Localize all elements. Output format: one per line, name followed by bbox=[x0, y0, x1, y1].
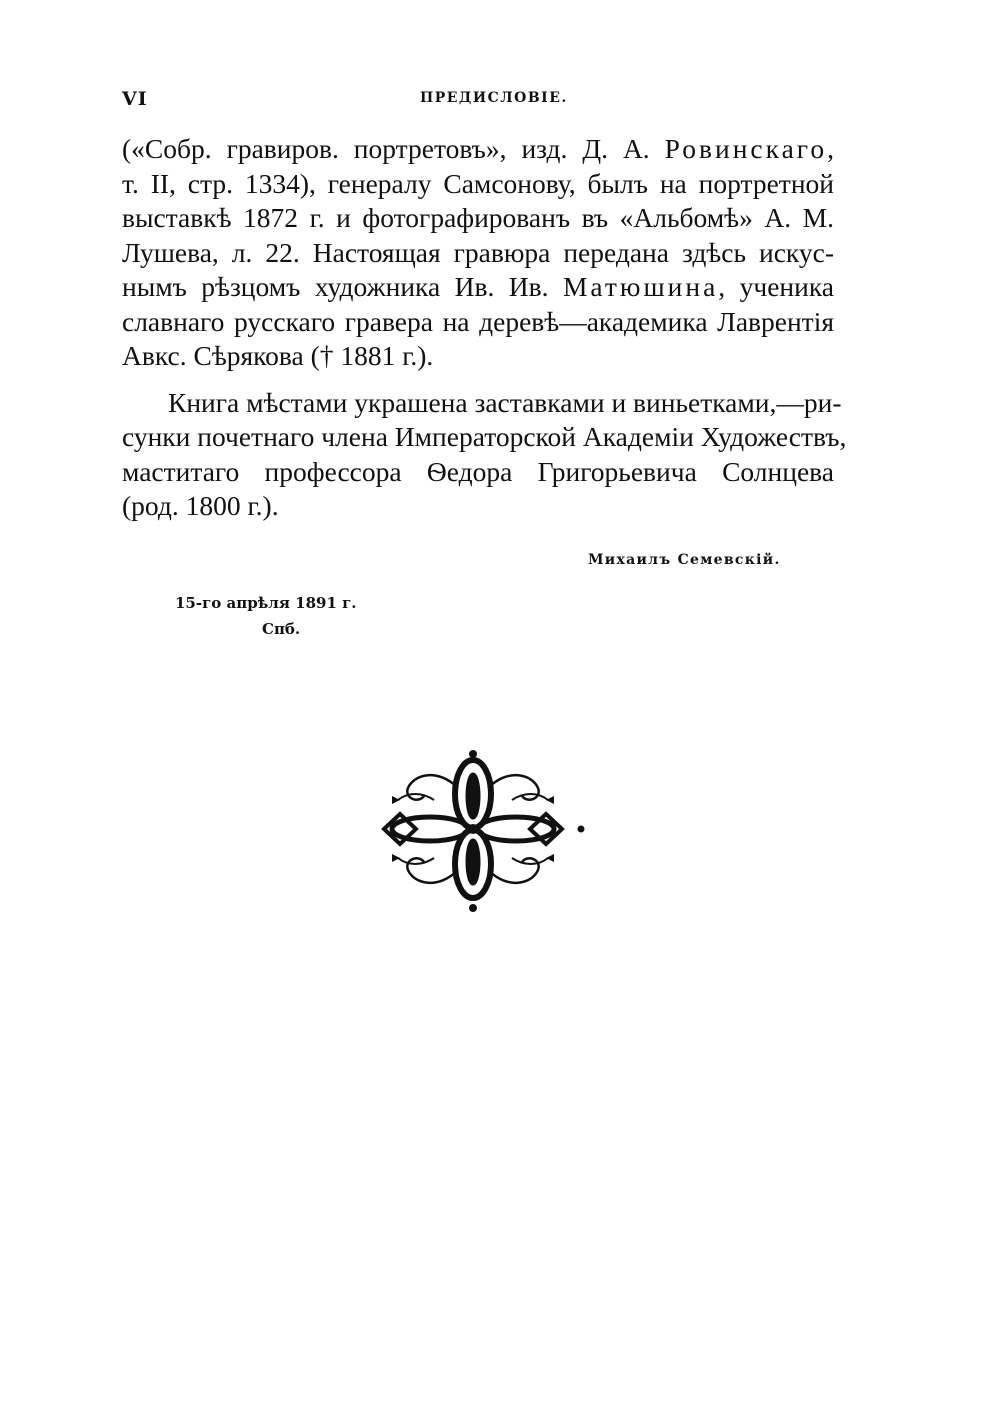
spaced-name-matyushin: Матюшина bbox=[562, 271, 719, 302]
paragraph-1-line-4: Лушева, л. 22. Настоящая гравюра передана здѣсь искус- bbox=[122, 236, 834, 268]
paragraph-2-line-1: Книга мѣстами украшена заставками и виньетками,—ри- bbox=[168, 386, 842, 418]
paragraph-2-line-4: (род. 1800 г.). bbox=[122, 490, 279, 521]
paragraph-1-line-3: выставкѣ 1872 г. и фотографированъ въ «Альбомѣ» А. М. bbox=[122, 202, 834, 233]
floral-vignette-icon bbox=[378, 748, 588, 916]
paragraph-1-line-6: славнаго русскаго гравера на деревѣ—академика Лаврентія bbox=[122, 305, 834, 337]
place-line: Спб. bbox=[262, 620, 301, 638]
paragraph-1-line-1: («Собр. гравиров. портретовъ», изд. Д. А. Ровинскаго, bbox=[122, 133, 834, 164]
page-header bbox=[0, 88, 1000, 118]
paragraph-1-line-7: Авкс. Сѣрякова († 1881 г.). bbox=[122, 340, 434, 371]
running-head: ПРЕДИСЛОВІЕ. bbox=[420, 90, 568, 106]
paragraph-2-line-3: маститаго профессора Ѳедора Григорьевича Солнцева bbox=[122, 455, 834, 487]
author-signature: Михаилъ Семевскій. bbox=[588, 552, 781, 568]
body-text bbox=[122, 132, 847, 524]
spaced-name-rovinsky: Ровинскаго bbox=[664, 133, 828, 164]
paragraph-1-line-5: нымъ рѣзцомъ художника Ив. Ив. Матюшина, ученика bbox=[122, 271, 834, 302]
date-line: 15-го апрѣля 1891 г. bbox=[175, 594, 357, 612]
page-number: VI bbox=[122, 88, 148, 110]
paragraph-2-line-2: сунки почетнаго члена Императорской Академіи Художествъ, bbox=[122, 421, 847, 452]
paragraph-1-line-2: т. II, стр. 1334), генералу Самсонову, былъ на портретной bbox=[122, 167, 834, 199]
